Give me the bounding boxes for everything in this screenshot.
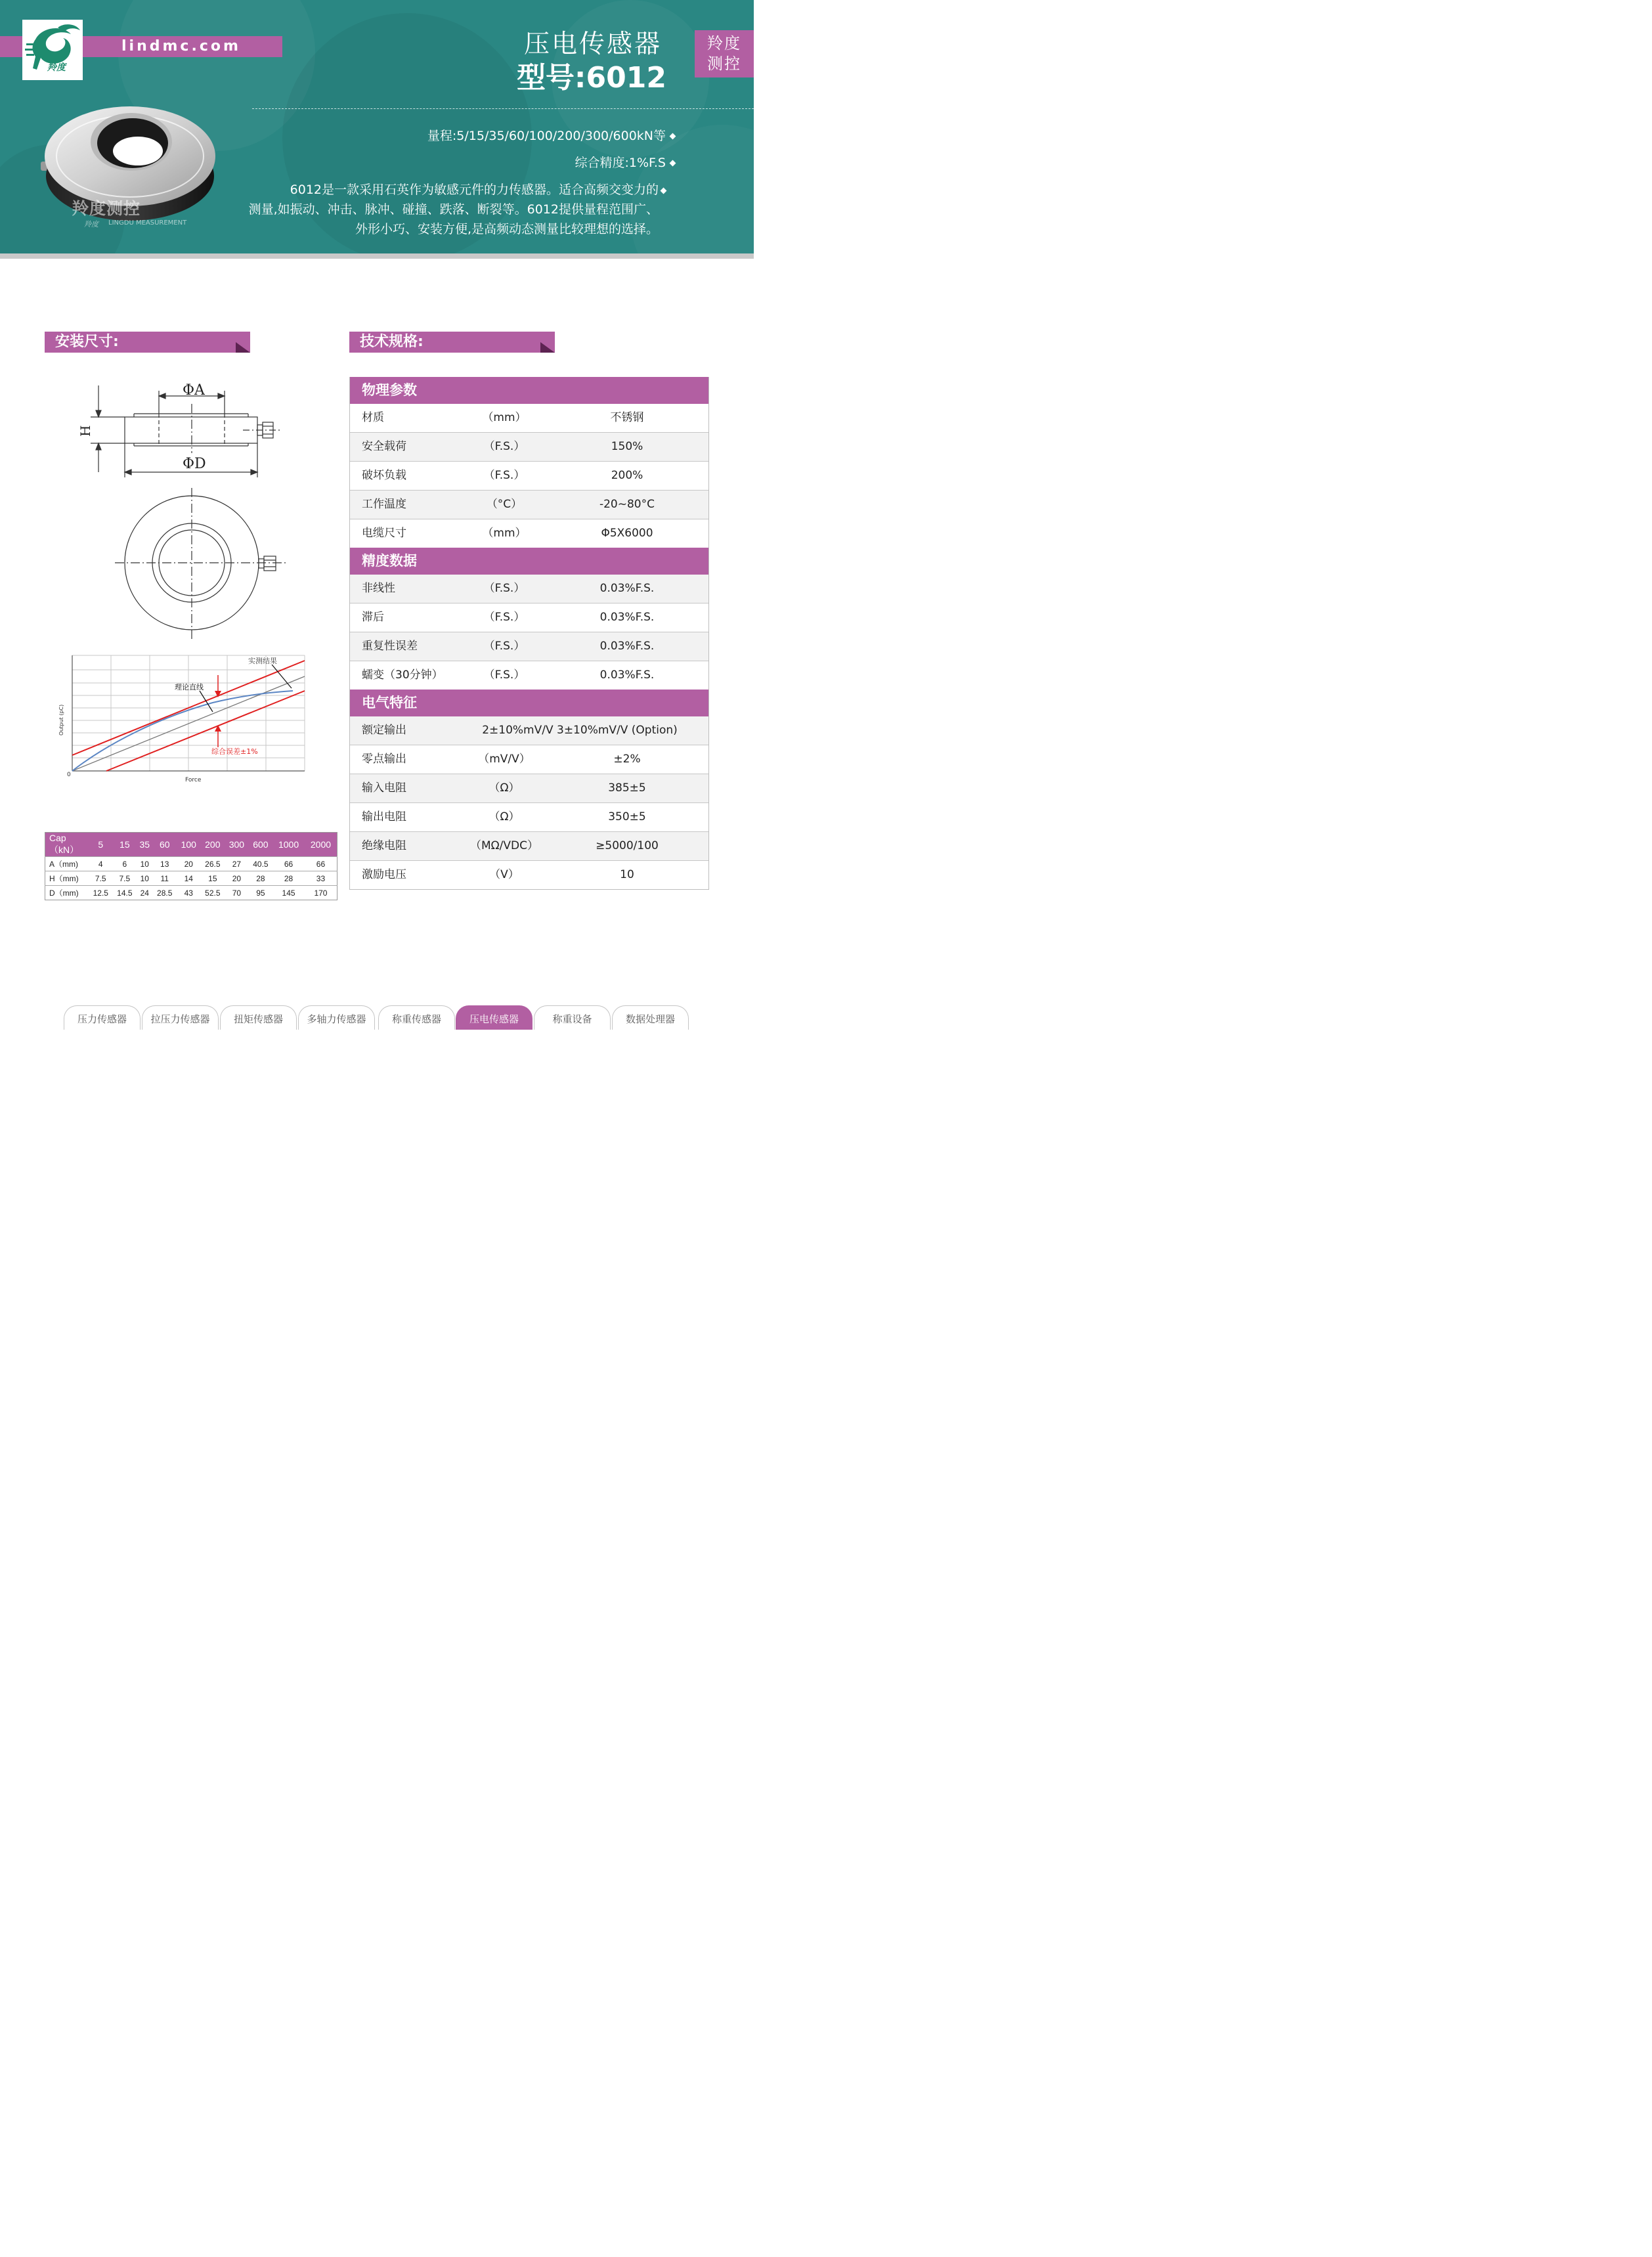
dim-a-label: ΦA (183, 382, 205, 399)
table-row (350, 519, 708, 548)
cap-cell: 11 (152, 871, 177, 886)
cap-header-cell: 600 (249, 833, 273, 857)
brand-badge (695, 30, 754, 77)
cap-header-cell: 35 (137, 833, 152, 857)
table-row (350, 461, 708, 490)
product-title: 压电传感器 (523, 30, 662, 59)
lower-error-line (106, 691, 305, 771)
spec-unit: （Ω） (489, 781, 520, 795)
cap-cell: 14.5 (113, 886, 137, 900)
spec-unit: （V） (489, 868, 519, 881)
measured-label: 实测结果 (248, 657, 277, 665)
nav-tab-data-processor[interactable]: 数据处理器 (612, 1005, 689, 1030)
spec-name: 零点输出 (362, 753, 406, 766)
table-row (45, 871, 337, 886)
table-row (350, 404, 708, 432)
spec-unit: （mm） (482, 527, 527, 540)
table-row (350, 490, 708, 519)
spec-name: 激励电压 (362, 868, 406, 881)
accuracy-line (575, 155, 666, 171)
install-section-header (45, 332, 250, 353)
range-line (427, 128, 666, 144)
cap-cell: 15 (201, 871, 225, 886)
cap-cell: H（mm) (45, 871, 89, 886)
spec-unit: （F.S.） (483, 640, 525, 653)
spec-value: Φ5X6000 (601, 527, 653, 540)
spec-value: 0.03%F.S. (599, 640, 655, 653)
spec-table (349, 377, 709, 890)
desc-line-1 (238, 180, 659, 200)
cap-cell: 28 (249, 871, 273, 886)
cap-cell: 7.5 (89, 871, 113, 886)
dim-d-label: ΦD (183, 456, 206, 472)
group-precision: 精度数据 (350, 548, 708, 575)
cap-cell: 66 (272, 857, 305, 871)
nav-tab-load-cell[interactable]: 称重传感器 (378, 1005, 455, 1030)
cap-cell: 7.5 (113, 871, 137, 886)
error-band-graph (55, 651, 311, 786)
spec-name: 电缆尺寸 (362, 527, 406, 540)
spec-unit: （F.S.） (483, 469, 525, 482)
cap-cell: 14 (177, 871, 201, 886)
cap-header-cell: 100 (177, 833, 201, 857)
spec-value: 200% (611, 469, 643, 482)
install-section-title: 安装尺寸: (55, 334, 119, 350)
cap-cell: 24 (137, 886, 152, 900)
cap-cell: D（mm) (45, 886, 89, 900)
header-bottom-strip (0, 253, 754, 259)
cap-cell: 70 (225, 886, 249, 900)
table-row (350, 745, 708, 774)
cap-cell: 28 (272, 871, 305, 886)
spec-value: 2±10%mV/V 3±10%mV/V (Option) (482, 724, 678, 737)
desc-text-1: 6012是一款采用石英作为敏感元件的力传感器。适合高频交变力的 (290, 183, 659, 197)
nav-tab-piezo-sensor[interactable]: 压电传感器 (456, 1005, 533, 1030)
cap-cell: 12.5 (89, 886, 113, 900)
spec-value: 0.03%F.S. (599, 611, 655, 624)
cap-cell: 66 (305, 857, 337, 871)
table-row (350, 661, 708, 690)
product-description (238, 180, 659, 239)
spec-name: 非线性 (362, 582, 395, 595)
watermark-text: 羚度测控 (72, 199, 141, 218)
spec-unit: （MΩ/VDC） (470, 839, 538, 852)
website-url[interactable]: lindmc.com (121, 38, 241, 55)
spec-name: 滞后 (362, 611, 384, 624)
table-row (350, 575, 708, 603)
spec-unit: （F.S.） (483, 582, 525, 595)
header-banner (0, 0, 754, 253)
cap-header-cell: 60 (152, 833, 177, 857)
installation-drawing (66, 378, 302, 647)
cap-header-cell: 15 (113, 833, 137, 857)
watermark-small: 羚度 (84, 220, 98, 229)
table-row (350, 603, 708, 632)
spec-name: 工作温度 (362, 498, 406, 511)
spec-name: 输出电阻 (362, 810, 406, 823)
logo-text: 羚度 (47, 62, 66, 73)
spec-unit: （mV/V） (478, 753, 531, 766)
cap-table-header (45, 833, 337, 857)
cap-header-cell: 5 (89, 833, 113, 857)
capacity-dimension-table (45, 832, 337, 900)
spec-unit: （F.S.） (483, 440, 525, 453)
cap-cell: 10 (137, 857, 152, 871)
spec-value: ≥5000/100 (596, 839, 659, 852)
spec-value: 0.03%F.S. (599, 668, 655, 682)
table-row (45, 886, 337, 900)
table-row (350, 774, 708, 802)
cap-cell: 13 (152, 857, 177, 871)
cap-header-cell: 2000 (305, 833, 337, 857)
desc-line-3: 外形小巧、安装方便,是高频动态测量比较理想的选择。 (355, 222, 659, 236)
cap-cell: 26.5 (201, 857, 225, 871)
table-row (350, 831, 708, 860)
spec-name: 材质 (362, 411, 384, 424)
spec-value: 385±5 (608, 781, 646, 795)
table-row (350, 432, 708, 461)
cap-cell: 20 (177, 857, 201, 871)
cap-header-cell: 300 (225, 833, 249, 857)
cap-cell: 170 (305, 886, 337, 900)
spec-unit: （Ω） (489, 810, 520, 823)
spec-name: 绝缘电阻 (362, 839, 406, 852)
cap-cell: 20 (225, 871, 249, 886)
group-electrical: 电气特征 (350, 690, 708, 716)
brand-line-1: 羚度 (707, 34, 741, 53)
accuracy-text: 综合精度:1%F.S (575, 156, 666, 170)
spec-name: 重复性误差 (362, 640, 418, 653)
product-model: 型号:6012 (516, 61, 666, 95)
cap-header-cell: 1000 (272, 833, 305, 857)
spec-name: 安全载荷 (362, 440, 406, 453)
spec-name: 额定输出 (362, 724, 406, 737)
spec-value: 150% (611, 440, 643, 453)
spec-value: 0.03%F.S. (599, 582, 655, 595)
cap-cell: 6 (113, 857, 137, 871)
origin-label: 0 (67, 772, 71, 778)
cap-cell: A（mm) (45, 857, 89, 871)
cap-cell: 43 (177, 886, 201, 900)
measured-curve (72, 691, 293, 771)
watermark-subtitle: LINGDU MEASUREMENT (108, 219, 187, 227)
spec-name: 输入电阻 (362, 781, 406, 795)
fold-corner-icon (540, 342, 555, 353)
cap-header-cell: 200 (201, 833, 225, 857)
fold-corner-icon (236, 342, 250, 353)
spec-value: 不锈钢 (610, 411, 644, 424)
x-axis-label: Force (185, 777, 202, 783)
error-label: 综合误差±1% (211, 747, 258, 756)
table-row (350, 860, 708, 889)
cap-cell: 52.5 (201, 886, 225, 900)
table-row (350, 632, 708, 661)
range-text: 量程:5/15/35/60/100/200/300/600kN等 (427, 129, 666, 143)
cap-header-cell: Cap（kN） (45, 833, 89, 857)
table-row (45, 857, 337, 871)
nav-tab-pressure-sensor[interactable]: 压力传感器 (64, 1005, 141, 1030)
spec-value: 10 (620, 868, 634, 881)
spec-value: ±2% (613, 753, 641, 766)
nav-tab-tension-compression-sensor[interactable]: 拉压力传感器 (142, 1005, 219, 1030)
spec-unit: （F.S.） (483, 668, 525, 682)
y-axis-label: Output (pC) (58, 704, 64, 735)
spec-unit: （°C） (486, 498, 523, 511)
cap-cell: 145 (272, 886, 305, 900)
nav-tab-weighing-equipment[interactable]: 称重设备 (534, 1005, 611, 1030)
cap-cell: 95 (249, 886, 273, 900)
dim-h-label: H (77, 425, 93, 437)
spec-value: -20~80°C (599, 498, 655, 511)
cap-cell: 40.5 (249, 857, 273, 871)
nav-tab-multi-axis-sensor[interactable]: 多轴力传感器 (298, 1005, 375, 1030)
spec-section-title: 技术规格: (360, 334, 424, 350)
spec-unit: （F.S.） (483, 611, 525, 624)
table-row (350, 716, 708, 745)
cap-cell: 4 (89, 857, 113, 871)
header-divider (252, 108, 754, 109)
nav-tab-torque-sensor[interactable]: 扭矩传感器 (220, 1005, 297, 1030)
spec-section-header (349, 332, 555, 353)
table-row (350, 802, 708, 831)
cap-cell: 27 (225, 857, 249, 871)
spec-name: 破坏负载 (362, 469, 406, 482)
spec-unit: （mm） (482, 411, 527, 424)
cap-cell: 10 (137, 871, 152, 886)
cap-cell: 28.5 (152, 886, 177, 900)
spec-value: 350±5 (608, 810, 646, 823)
cap-cell: 33 (305, 871, 337, 886)
group-physical: 物理参数 (350, 377, 708, 404)
theory-label: 理论直线 (175, 683, 204, 691)
desc-line-2: 测量,如振动、冲击、脉冲、碰撞、跌落、断裂等。6012提供量程范围广、 (248, 202, 659, 217)
spec-name: 蠕变（30分钟） (362, 668, 443, 682)
brand-line-2: 测控 (707, 55, 741, 73)
side-view-body (125, 417, 257, 443)
